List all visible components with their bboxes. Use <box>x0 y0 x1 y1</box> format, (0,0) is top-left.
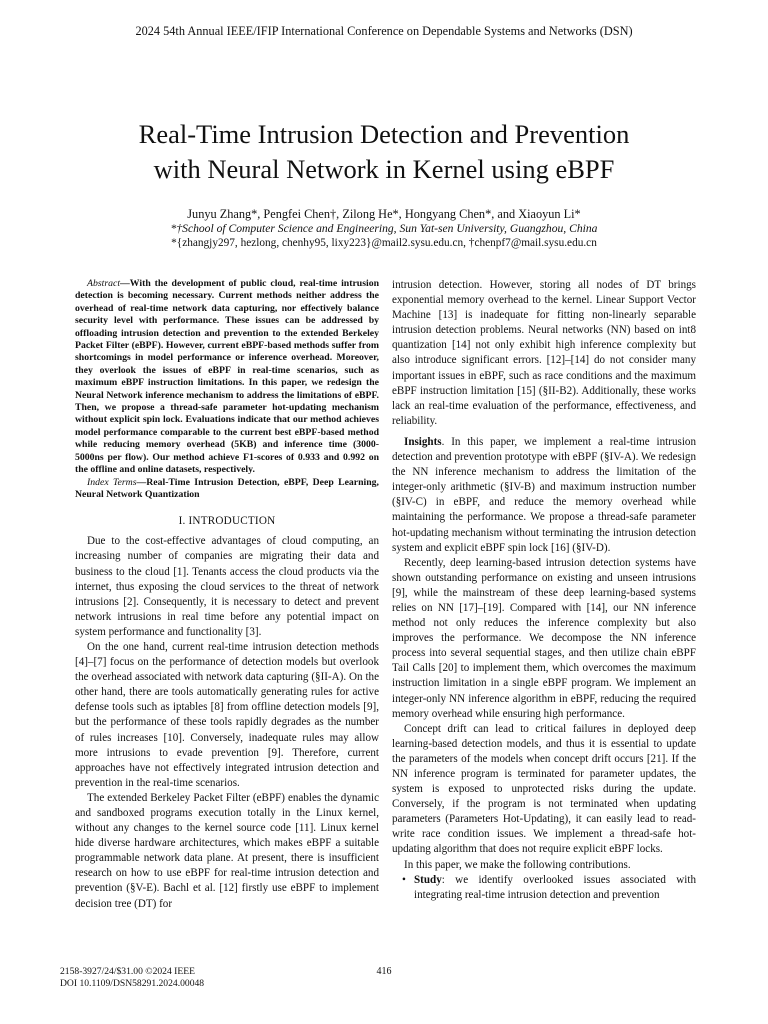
index-terms <box>75 477 379 502</box>
page-number: 416 <box>376 966 392 977</box>
footer-issn: 2158-3927/24/$31.00 ©2024 IEEE <box>60 966 195 977</box>
intro-paragraph-2: On the one hand, current real-time intrusion detection methods [4]–[7] focus on the performance of detection models but overlook the overhead associated with network data capturing (§II-A). On the other hand, there are tools automatically generating rules for active defense tools such as iptables [8] from offline detection models [9], but the performance of these tools rapidly degrades as the number of rules increases [10]. Conversely, inadequate rules may allow more intrusions to evade prevention [9]. Therefore, current approaches have not effectively integrated intrusion detection and prevention in the real-time scenarios. <box>75 640 379 789</box>
insights-text: . In this paper, we implement a real-time intrusion detection and prevention prototype with eBPF (§IV-A). We redesign the NN inference mechanism to address the limitation of the integer-only arithmetic (§IV-B) and maximum instruction number (§IV-C) in eBPF, and reduce the memory overhead while maintaining the performance. We propose a thread-safe parameter hot-updating mechanism without terminating the intrusion detection system and explicit eBPF spin lock [16] (§IV-D). <box>392 435 696 554</box>
right-paragraph-4: Concept drift can lead to critical failures in deployed deep learning-based detection models, and thus it is essential to update the parameters of the models when concept drift occurs [21]. If the NN inference program is terminated for parameter updates, the system is exposed to unprotected risks during the update. Conversely, if the program is not terminated when updating parameters (Parameters Hot-Updating), it can easily lead to read-write race condition issues. We implement a thread-safe hot-updating algorithm that does not require explicit eBPF locks. <box>392 722 696 856</box>
author-list: Junyu Zhang*, Pengfei Chen†, Zilong He*, Hongyang Chen*, and Xiaoyun Li* <box>187 207 581 221</box>
abstract <box>75 278 379 477</box>
author-emails: *{zhangjy297, hezlong, chenhy95, lixy223}@mail2.sysu.edu.cn, †chenpf7@mail.sysu.edu.cn <box>171 237 597 249</box>
abstract-label: Abstract <box>87 278 121 289</box>
index-terms-label: Index Terms <box>87 476 137 488</box>
bullet-label: Study <box>414 873 442 886</box>
intro-paragraph-1: Due to the cost-effective advantages of cloud computing, an increasing number of companies are migrating their data and business to the cloud [1]. Tenants access the cloud products via the internet, thus exposing the cloud services to the threat of network intrusions [2]. Consequently, it is necessary to detect and prevent network intrusions in real time before any potential impact on system performance and functionality [3]. <box>75 535 379 638</box>
insights-label: Insights <box>404 435 442 448</box>
right-paragraph-1: intrusion detection. However, storing all nodes of DT brings exponential memory overhead to the kernel. Linear Support Vector Machine [13] is inadequate for fitting non-linearly separable intrusion detection problems. Neural networks (NN) based on int8 quantization [14] not only exhibit high inference complexity but also introduce significant errors. [12]–[14] do not consider many important issues in eBPF, such as race conditions and the maximum eBPF instruction limitation [15] (§II-B2). Additionally, these works lack an real-time evaluation of the performance, effectiveness, and reliability. <box>392 279 696 427</box>
right-column <box>392 278 696 903</box>
right-paragraph-3: Recently, deep learning-based intrusion detection systems have shown outstanding performance on existing and unseen intrusions [9], while the mainstream of these deep learning-based systems relies on NN [17]–[19]. Compared with [14], our NN inference method not only reduces the inference complexity but also improves the performance. We decompose the NN inference process into several sequential stages, and then utilize chain eBPF Tail Calls [20] to implement them, which overcomes the maximum instruction limitation in a single eBPF program. We implement an integer-only NN inference algorithm in eBPF, reducing the required memory overhead while ensuring high performance. <box>392 556 696 720</box>
abstract-text: —With the development of public cloud, real-time intrusion detection is becoming necessary. Current methods neither address the overhead of real-time network data capturing, nor effectively balance security level with performance. These issues can be addressed by offloading intrusion detection and prevention to the extended Berkeley Packet Filter (eBPF). However, current eBPF-based methods suffer from shortcomings in model performance or inference overhead. Moreover, they overlook the issues of eBPF in real-time scenarios, such as maximum eBPF instruction limitations. In this paper, we redesign the Neural Network inference mechanism to address the limitations of eBPF. Then, we propose a thread-safe parameter hot-updating mechanism without explicit spin lock. Evaluations indicate that our method achieves model performance comparable to the current best eBPF-based method while reducing memory overhead (5KB) and inference time (3000-5000ns per flow). Our method achieve F1-scores of 0.933 and 0.992 on the offline and online datasets, respectively. <box>75 278 379 476</box>
footer-doi: DOI 10.1109/DSN58291.2024.00048 <box>60 978 205 989</box>
bullet-text: : we identify overlooked issues associated with integrating real-time intrusion detection and prevention <box>414 873 696 901</box>
right-paragraph-5: In this paper, we make the following contributions. <box>404 858 631 871</box>
affiliation: *†School of Computer Science and Engineering, Sun Yat-sen University, Guangzhou, China <box>170 222 598 235</box>
conference-header: 2024 54th Annual IEEE/IFIP International Conference on Dependable Systems and Networks (DSN) <box>135 24 633 38</box>
title-line-1: Real-Time Intrusion Detection and Prevention <box>138 119 630 149</box>
title-line-2: with Neural Network in Kernel using eBPF <box>153 154 615 184</box>
intro-paragraph-3: The extended Berkeley Packet Filter (eBPF) enables the dynamic and sandboxed programs execution totally in the Linux kernel, without any changes to the kernel source code [11]. Linux kernel hide diverse hardware architectures, which makes eBPF a suitable programmable network data plane. At present, there is insufficient research on how to use eBPF for real-time intrusion detection and prevention (§V-E). Bachl et al. [12] firstly use eBPF to implement decision tree (DT) for <box>75 791 379 910</box>
contribution-bullet-study <box>392 873 696 903</box>
section-heading-introduction: I. INTRODUCTION <box>178 515 276 528</box>
left-column <box>75 278 379 912</box>
paper-title <box>60 117 708 187</box>
insights-paragraph <box>392 435 696 556</box>
bullet-icon: • <box>402 873 406 886</box>
index-terms-text: —Real-Time Intrusion Detection, eBPF, Deep Learning, Neural Network Quantization <box>75 476 379 500</box>
